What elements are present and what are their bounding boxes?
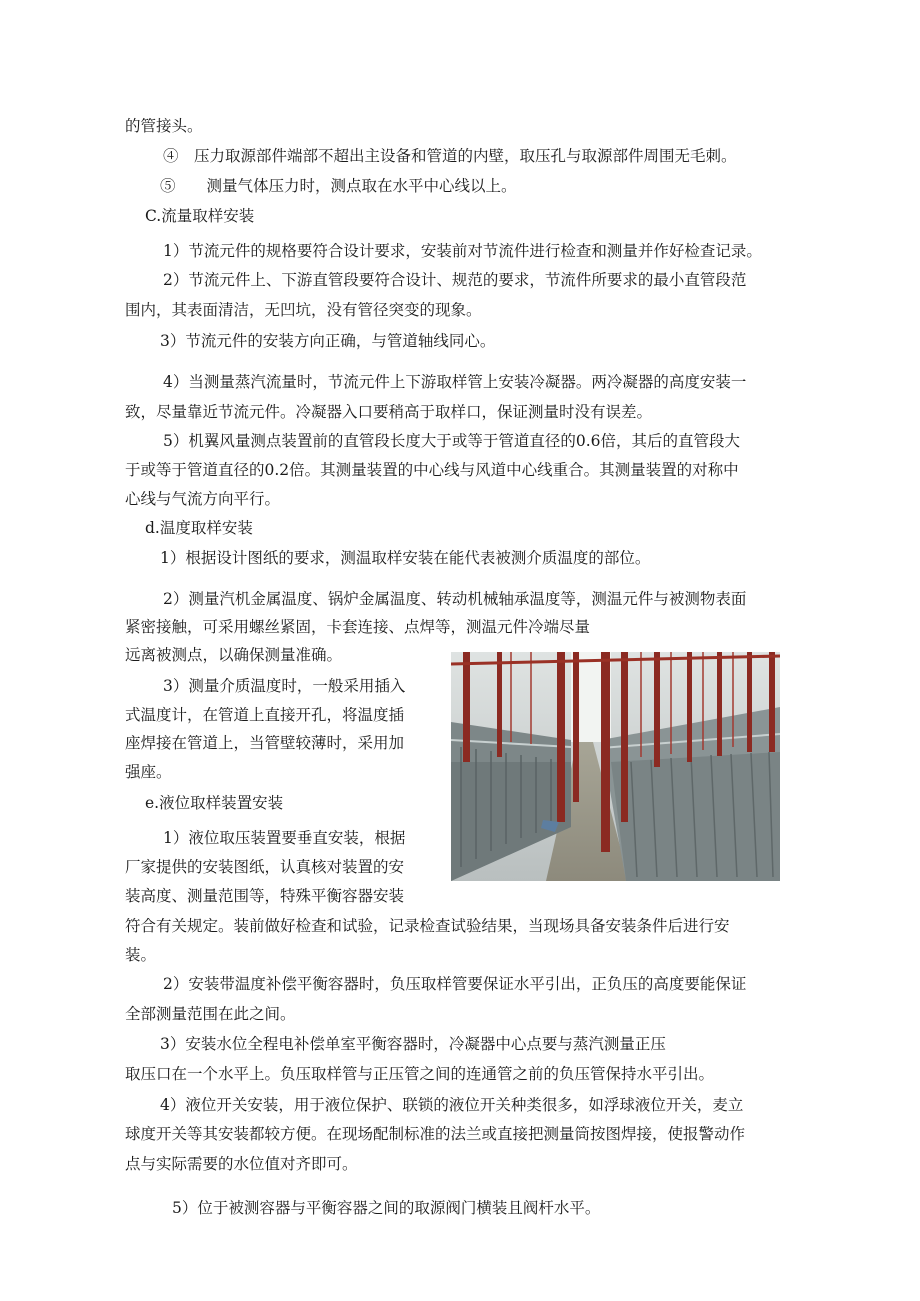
text-line: 5）机翼风量测点装置前的直管段长度大于或等于管道直径的0.6倍，其后的直管段大 [163,432,741,450]
text-line: 致，尽量靠近节流元件。冷凝器入口要稍高于取样口，保证测量时没有误差。 [125,403,653,421]
text-line: ④ 压力取源部件端部不超出主设备和管道的内壁，取压孔与取源部件周围无毛刺。 [163,147,737,165]
text-line: 点与实际需要的水位值对齐即可。 [125,1155,358,1173]
section-heading: d.温度取样安装 [145,519,253,537]
text-line: 1）根据设计图纸的要求，测温取样安装在能代表被测介质温度的部位。 [160,549,651,567]
text-line: 取压口在一个水平上。负压取样管与正压管之间的连通管之前的负压管保持水平引出。 [125,1065,715,1083]
section-heading: C.流量取样安装 [145,207,255,225]
text-line: 1）液位取压装置要垂直安装，根据 [163,829,406,847]
text-line: 2）安装带温度补偿平衡容器时，负压取样管要保证水平引出，正负压的高度要能保证 [163,975,747,993]
text-line: 座焊接在管道上，当管壁较薄时，采用加 [125,734,405,752]
text-line: 符合有关规定。装前做好检查和试验，记录检查试验结果，当现场具备安装条件后进行安 [125,917,730,935]
text-line: 装。 [125,946,157,964]
text-line: 远离被测点，以确保测量准确。 [125,646,343,664]
text-line: 装高度、测量范围等，特殊平衡容器安装 [125,887,405,905]
text-line: 式温度计，在管道上直接开孔，将温度插 [125,706,405,724]
text-line: 2）节流元件上、下游直管段要符合设计、规范的要求，节流件所要求的最小直管段范 [163,271,747,289]
text-line: 心线与气流方向平行。 [125,490,281,508]
text-line: 4）当测量蒸汽流量时，节流元件上下游取样管上安装冷凝器。两冷凝器的高度安装一 [163,373,747,391]
text-line: ⑤ 测量气体压力时，测点取在水平中心线以上。 [160,177,517,195]
text-line: 3）节流元件的安装方向正确，与管道轴线同心。 [160,332,496,350]
text-line: 于或等于管道直径的0.2倍。其测量装置的中心线与风道中心线重合。其测量装置的对称中 [125,461,739,479]
text-line: 厂家提供的安装图纸，认真核对装置的安 [125,858,405,876]
text-line: 3）测量介质温度时，一般采用插入 [163,677,406,695]
text-line: 的管接头。 [125,117,203,135]
installation-photo [451,652,780,881]
text-line: 3）安装水位全程电补偿单室平衡容器时，冷凝器中心点要与蒸汽测量正压 [160,1035,666,1053]
text-line: 围内，其表面清洁，无凹坑，没有管径突变的现象。 [125,301,482,319]
text-line: 5）位于被测容器与平衡容器之间的取源阀门横装且阀杆水平。 [172,1199,601,1217]
text-line: 2）测量汽机金属温度、锅炉金属温度、转动机械轴承温度等，测温元件与被测物表面 [163,590,747,608]
text-line: 球度开关等其安装都较方便。在现场配制标准的法兰或直接把测量筒按图焊接，使报警动作 [125,1125,746,1143]
text-line: 紧密接触，可采用螺丝紧固，卡套连接、点焊等，测温元件冷端尽量 [125,618,591,636]
section-heading: e.液位取样装置安装 [145,794,284,812]
text-line: 强座。 [125,763,172,781]
text-line: 1）节流元件的规格要符合设计要求，安装前对节流件进行检查和测量并作好检查记录。 [163,242,762,260]
text-line: 全部测量范围在此之间。 [125,1005,296,1023]
text-line: 4）液位开关安装，用于液位保护、联锁的液位开关种类很多，如浮球液位开关，麦立 [160,1096,744,1114]
